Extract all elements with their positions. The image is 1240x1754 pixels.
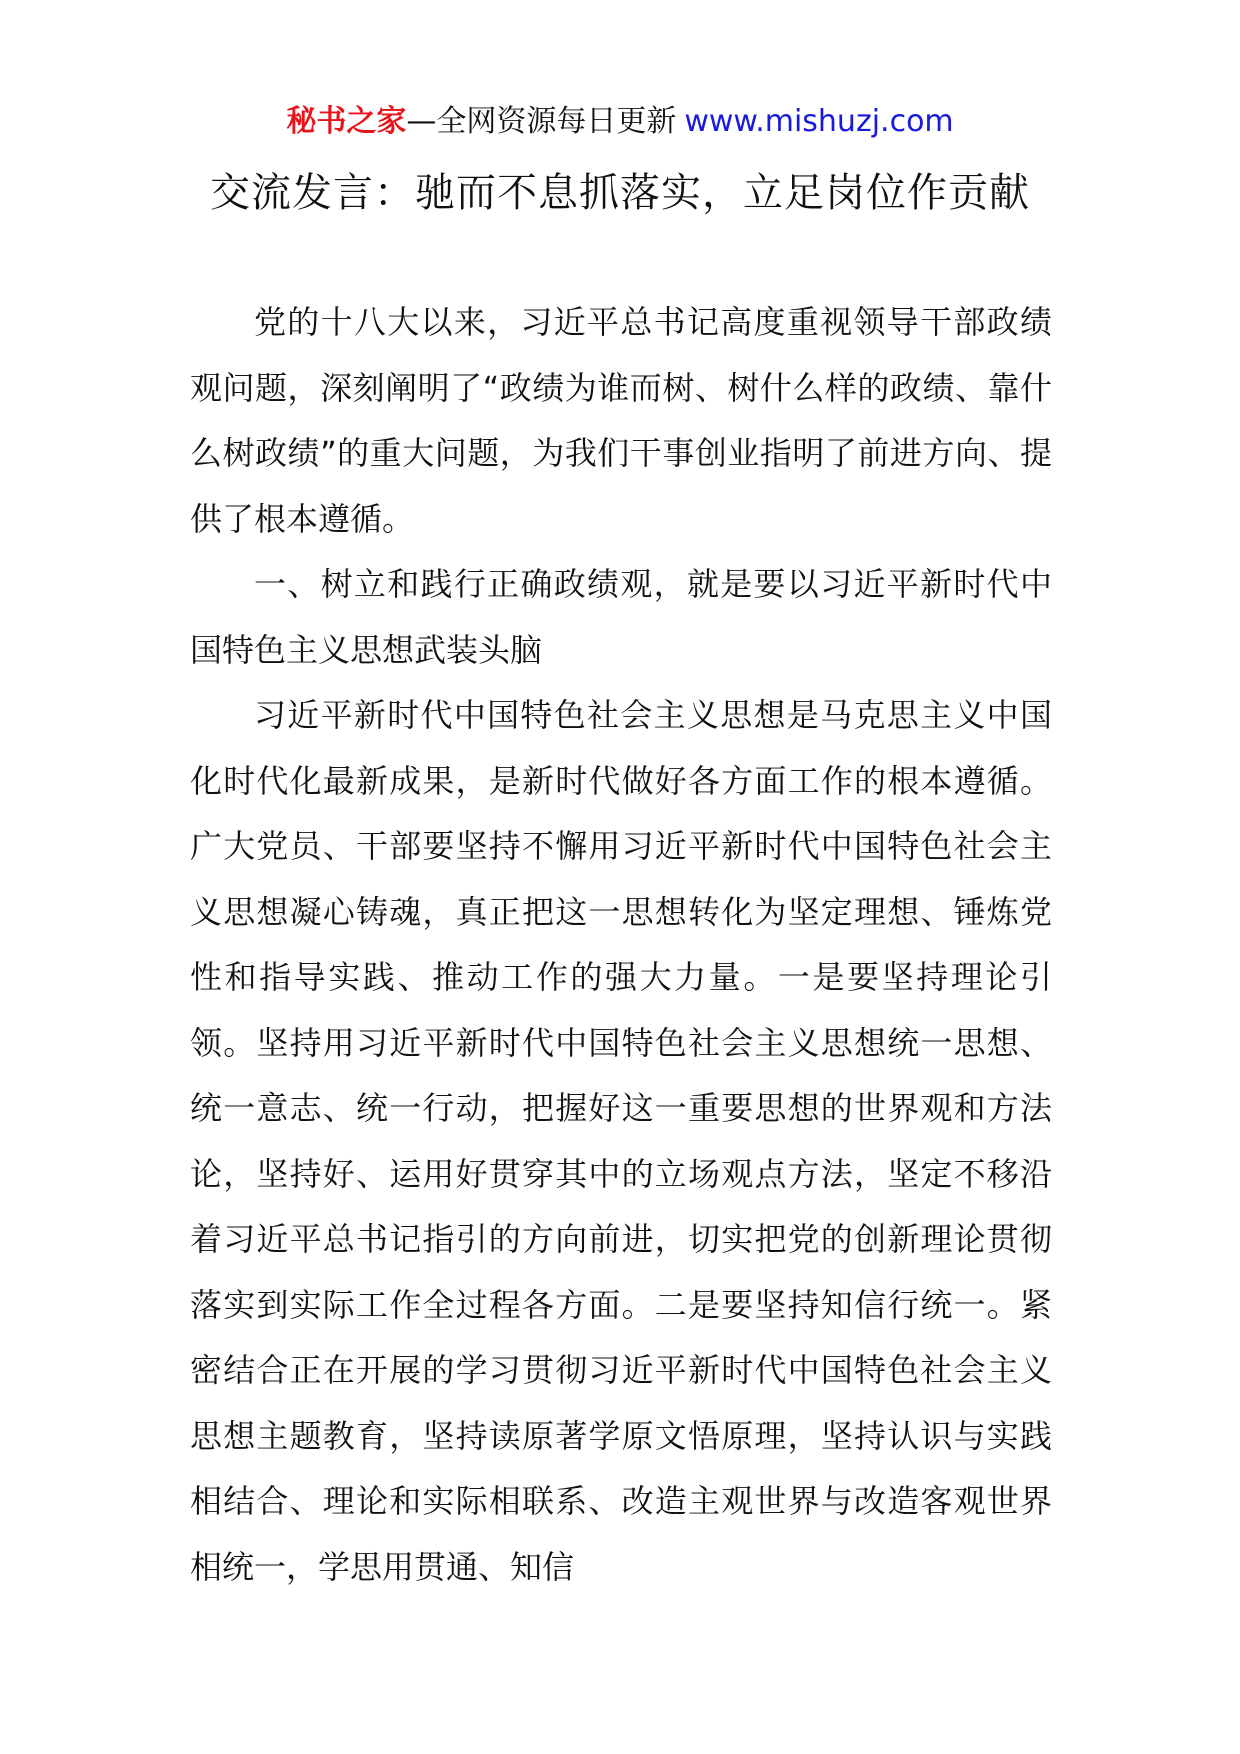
document-title: 交流发言：驰而不息抓落实，立足岗位作贡献 [210,170,1030,216]
brand-name: 秘书之家 [286,104,407,139]
header-tagline: —全网资源每日更新 [406,104,677,139]
paragraph-intro: 党的十八大以来，习近平总书记高度重视领导干部政绩观问题，深刻阐明了“政绩为谁而树、树什么样的政绩、靠什么树政绩”的重大问题，为我们干事创业指明了前进方向、提供了根本遵循。 [190,303,1052,538]
section-heading-1: 一、树立和践行正确政绩观，就是要以习近平新时代中国特色主义思想武装头脑 [190,565,1052,669]
document-body [190,290,1052,1600]
site-header [0,100,1240,144]
site-url-link[interactable]: www.mishuzj.com [684,104,954,139]
paragraph-section-1: 习近平新时代中国特色社会主义思想是马克思主义中国化时代化最新成果，是新时代做好各方面工作的根本遵循。广大党员、干部要坚持不懈用习近平新时代中国特色社会主义思想凝心铸魂，真正把这一思想转化为坚定理想、锤炼党性和指导实践、推动工作的强大力量。一是要坚持理论引领。坚持用习近平新时代中国特色社会主义思想统一思想、统一意志、统一行动，把握好这一重要思想的世界观和方法论，坚持好、运用好贯穿其中的立场观点方法，坚定不移沿着习近平总书记指引的方向前进，切实把党的创新理论贯彻落实到实际工作全过程各方面。二是要坚持知信行统一。紧密结合正在开展的学习贯彻习近平新时代中国特色社会主义思想主题教育，坚持读原著学原文悟原理，坚持认识与实践相结合、理论和实际相联系、改造主观世界与改造客观世界相统一，学思用贯通、知信 [190,696,1052,1586]
